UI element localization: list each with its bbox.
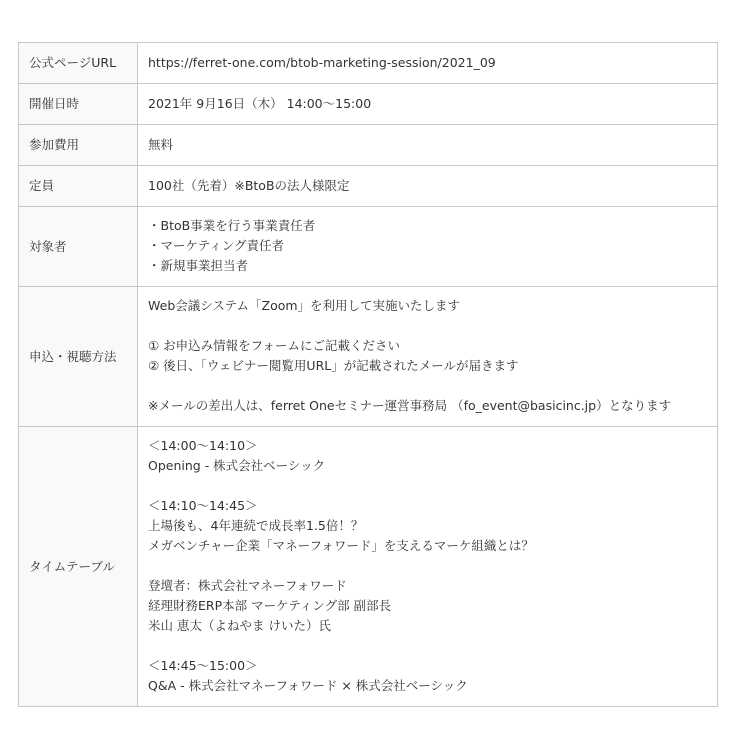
- datetime-value: 2021年 9月16日（木） 14:00〜15:00: [138, 84, 718, 125]
- row-label: 申込・視聴方法: [19, 287, 138, 427]
- row-label: 参加費用: [19, 125, 138, 166]
- text-line: ＜14:10〜14:45＞: [148, 498, 258, 513]
- application-value: [138, 287, 718, 427]
- event-info-table: [18, 42, 718, 707]
- text-line: [148, 556, 707, 576]
- text-line: 上場後も、4年連続で成長率1.5倍！？: [148, 518, 364, 533]
- fee-value: 無料: [138, 125, 718, 166]
- row-label: タイムテーブル: [19, 427, 138, 707]
- capacity-value: 100社（先着）※BtoBの法人様限定: [138, 166, 718, 207]
- timetable-value: [138, 427, 718, 707]
- row-application: [19, 287, 718, 427]
- text-line: メガベンチャー企業「マネーフォワード」を支えるマーケ組織とは？: [148, 538, 534, 553]
- text-line: Q&A - 株式会社マネーフォワード × 株式会社ベーシック: [148, 678, 468, 693]
- text-line: ＜14:45〜15:00＞: [148, 658, 258, 673]
- row-label: 対象者: [19, 207, 138, 287]
- text-line: Opening - 株式会社ベーシック: [148, 458, 326, 473]
- text-line: ＜14:00〜14:10＞: [148, 438, 258, 453]
- text-line: 米山 恵太（よねやま けいた）氏: [148, 618, 331, 633]
- text-line: ※メールの差出人は、ferret Oneセミナー運営事務局 （fo_event@basicinc.jp）となります: [148, 398, 672, 413]
- text-line: 登壇者：株式会社マネーフォワード: [148, 578, 347, 593]
- text-line: [148, 476, 707, 496]
- text-line: ・新規事業担当者: [148, 258, 249, 273]
- official-url-link[interactable]: https://ferret-one.com/btob-marketing-session/2021_09: [138, 43, 718, 84]
- row-label: 公式ページURL: [19, 43, 138, 84]
- text-line: 経理財務ERP本部 マーケティング部 副部長: [148, 598, 392, 613]
- text-line: ・マーケティング責任者: [148, 238, 285, 253]
- target-value: [138, 207, 718, 287]
- text-line: [148, 316, 707, 336]
- text-line: [148, 376, 707, 396]
- row-official-url: [19, 43, 718, 84]
- row-datetime: [19, 84, 718, 125]
- text-line: ① お申込み情報をフォームにご記載ください: [148, 338, 401, 353]
- text-line: [148, 636, 707, 656]
- row-capacity: [19, 166, 718, 207]
- row-timetable: [19, 427, 718, 707]
- text-line: Web会議システム「Zoom」を利用して実施いたします: [148, 298, 461, 313]
- row-target: [19, 207, 718, 287]
- row-fee: [19, 125, 718, 166]
- text-line: ② 後日、「ウェビナー閲覧用URL」が記載されたメールが届きます: [148, 358, 519, 373]
- row-label: 開催日時: [19, 84, 138, 125]
- row-label: 定員: [19, 166, 138, 207]
- text-line: ・BtoB事業を行う事業責任者: [148, 218, 316, 233]
